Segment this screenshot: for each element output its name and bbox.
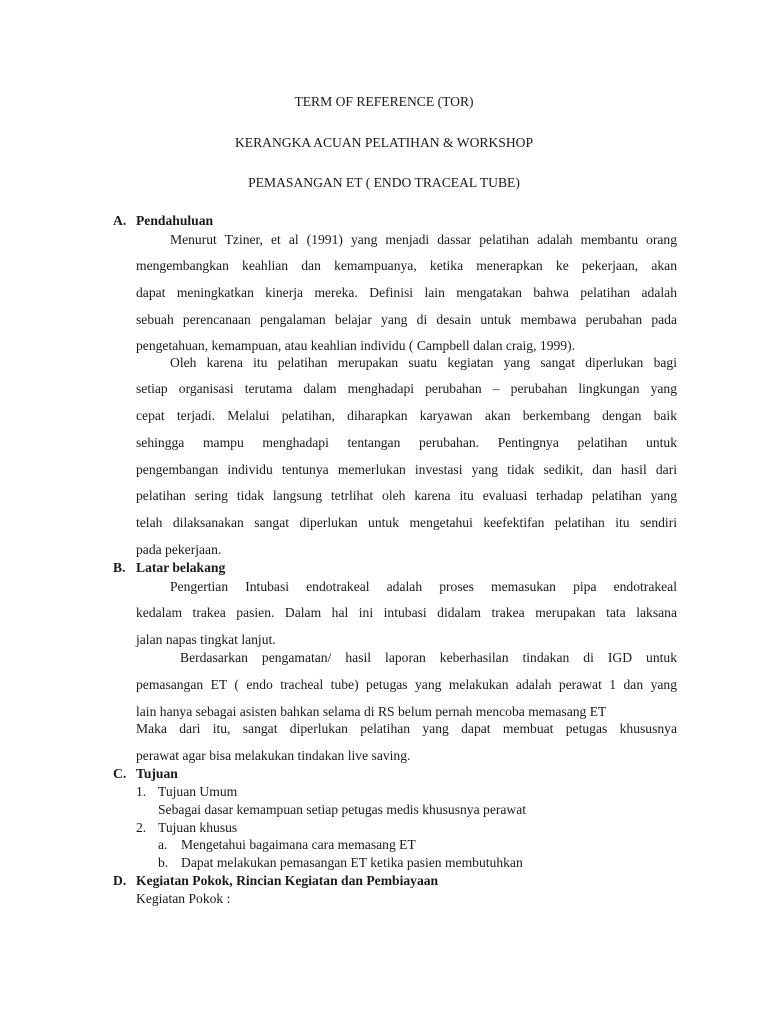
paragraph-line: pada pekerjaan.: [136, 542, 222, 557]
paragraph-line: dapat meningkatkan kinerja mereka. Definisi lain mengatakan bahwa pelatihan adalah: [136, 285, 677, 300]
sublist-item: Dapat melakukan pemasangan ET ketika pasien membutuhkan: [181, 855, 523, 870]
paragraph-line: lain hanya sebagai asisten bahkan selama di RS belum pernah mencoba memasang ET: [136, 704, 607, 719]
doc-title: TERM OF REFERENCE (TOR): [294, 94, 474, 109]
section-c-letter: C.: [113, 766, 127, 781]
paragraph-line: perawat agar bisa melakukan tindakan live saving.: [136, 748, 411, 763]
doc-subtitle: KERANGKA ACUAN PELATIHAN & WORKSHOP: [234, 135, 534, 150]
paragraph-line: pemasangan ET ( endo tracheal tube) petugas yang melakukan adalah perawat 1 dan yang: [136, 677, 677, 692]
paragraph-line: jalan napas tingkat lanjut.: [136, 632, 276, 647]
paragraph-line: cepat terjadi. Melalui pelatihan, diharapkan karyawan akan berkembang dengan baik: [136, 408, 677, 423]
sublist-letter: a.: [158, 837, 168, 852]
section-d-letter: D.: [113, 873, 127, 888]
section-d-text: Kegiatan Pokok :: [136, 891, 231, 906]
paragraph-line: sebuah perencanaan pengalaman belajar yang di desain untuk membawa perubahan pada: [136, 312, 677, 327]
list-item-title: Tujuan Umum: [158, 784, 238, 799]
paragraph-line: pengembangan individu tentunya memerlukan investasi yang tidak sedikit, dan hasil dari: [136, 462, 677, 477]
section-d-heading: Kegiatan Pokok, Rincian Kegiatan dan Pembiayaan: [136, 873, 439, 888]
section-b-letter: B.: [113, 560, 126, 575]
paragraph-line: Menurut Tziner, et al (1991) yang menjadi dassar pelatihan adalah membantu orang: [170, 232, 677, 247]
paragraph-line: Berdasarkan pengamatan/ hasil laporan keberhasilan tindakan di IGD untuk: [180, 650, 677, 665]
paragraph-line: mengembangkan keahlian dan kemampuanya, ketika menerapkan ke pekerjaan, akan: [136, 258, 677, 273]
list-item-title: Tujuan khusus: [158, 820, 238, 835]
section-a-heading: Pendahuluan: [136, 213, 214, 228]
paragraph-line: Pengertian Intubasi endotrakeal adalah proses memasukan pipa endotrakeal: [170, 579, 677, 594]
section-a-letter: A.: [113, 213, 127, 228]
paragraph-line: Maka dari itu, sangat diperlukan pelatihan yang dapat membuat petugas khususnya: [136, 721, 677, 736]
paragraph-line: telah dilaksanakan sangat diperlukan untuk mengetahui keefektifan pelatihan itu sendiri: [136, 515, 677, 530]
paragraph-line: pelatihan sering tidak langsung tetrlihat oleh karena itu evaluasi terhadap pelatihan yang: [136, 488, 677, 503]
sublist-letter: b.: [158, 855, 169, 870]
section-c-heading: Tujuan: [136, 766, 178, 781]
list-number: 2.: [136, 820, 147, 835]
paragraph-line: pengetahuan, kemampuan, atau keahlian individu ( Campbell dalan craig, 1999).: [136, 338, 576, 353]
paragraph-line: sehingga mampu menghadapi tentangan perubahan. Pentingnya pelatihan untuk: [136, 435, 677, 450]
doc-subtitle-2: PEMASANGAN ET ( ENDO TRACEAL TUBE): [248, 175, 520, 190]
paragraph-line: Oleh karena itu pelatihan merupakan suatu kegiatan yang sangat diperlukan bagi: [170, 355, 677, 370]
section-b-heading: Latar belakang: [136, 560, 226, 575]
paragraph-line: setiap organisasi terutama dalam menghadapi perubahan – perubahan lingkungan yang: [136, 381, 677, 396]
sublist-item: Mengetahui bagaimana cara memasang ET: [181, 837, 416, 852]
list-number: 1.: [136, 784, 147, 799]
list-item-text: Sebagai dasar kemampuan setiap petugas medis khususnya perawat: [158, 802, 527, 817]
paragraph-line: kedalam trakea pasien. Dalam hal ini intubasi didalam trakea merupakan tata laksana: [136, 605, 677, 620]
